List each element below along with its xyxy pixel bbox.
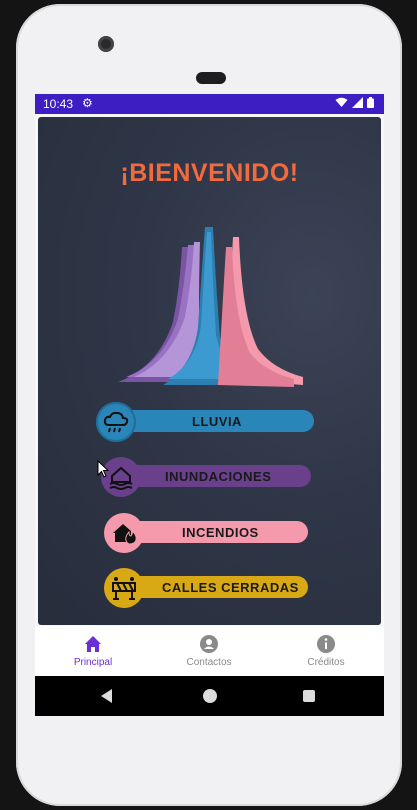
wifi-icon bbox=[335, 97, 348, 108]
signal-icon bbox=[352, 97, 363, 108]
mouse-cursor-icon bbox=[97, 460, 109, 478]
info-icon bbox=[316, 634, 336, 654]
earpiece-speaker bbox=[196, 72, 226, 84]
recents-icon[interactable] bbox=[303, 690, 315, 702]
status-time: 10:43 bbox=[43, 97, 74, 111]
battery-icon bbox=[367, 97, 374, 108]
house-fire-icon bbox=[109, 518, 139, 548]
lluvia-button[interactable] bbox=[96, 402, 314, 438]
system-navigation-bar bbox=[35, 676, 384, 716]
page-title: ¡BIENVENIDO! bbox=[120, 159, 299, 187]
nav-contactos[interactable] bbox=[151, 626, 267, 676]
lluvia-label: LLUVIA bbox=[192, 414, 242, 429]
bottom-navigation bbox=[35, 626, 384, 676]
calles-cerradas-button[interactable] bbox=[104, 568, 308, 604]
nav-creditos[interactable] bbox=[268, 626, 384, 676]
front-camera bbox=[98, 36, 114, 52]
monument-illustration-icon bbox=[108, 227, 313, 387]
app-screen bbox=[35, 114, 384, 626]
inundaciones-button[interactable] bbox=[101, 457, 311, 493]
nav-creditos-label: Créditos bbox=[307, 657, 345, 668]
home-icon bbox=[83, 634, 103, 654]
gear-icon: ⚙ bbox=[82, 96, 93, 110]
nav-contactos-label: Contactos bbox=[186, 657, 232, 668]
home-circle-icon[interactable] bbox=[203, 689, 217, 703]
contact-icon bbox=[199, 634, 219, 654]
incendios-label: INCENDIOS bbox=[182, 525, 259, 540]
flood-house-icon bbox=[106, 462, 136, 492]
nav-principal[interactable] bbox=[35, 626, 151, 676]
road-barrier-icon bbox=[109, 573, 139, 603]
calles-cerradas-label: CALLES CERRADAS bbox=[162, 580, 299, 595]
nav-principal-label: Principal bbox=[73, 657, 113, 668]
rain-cloud-icon bbox=[101, 407, 131, 437]
inundaciones-label: INUNDACIONES bbox=[165, 469, 272, 484]
incendios-button[interactable] bbox=[104, 513, 308, 549]
back-icon[interactable] bbox=[101, 689, 112, 703]
status-bar bbox=[35, 94, 384, 114]
welcome-panel bbox=[38, 117, 381, 625]
